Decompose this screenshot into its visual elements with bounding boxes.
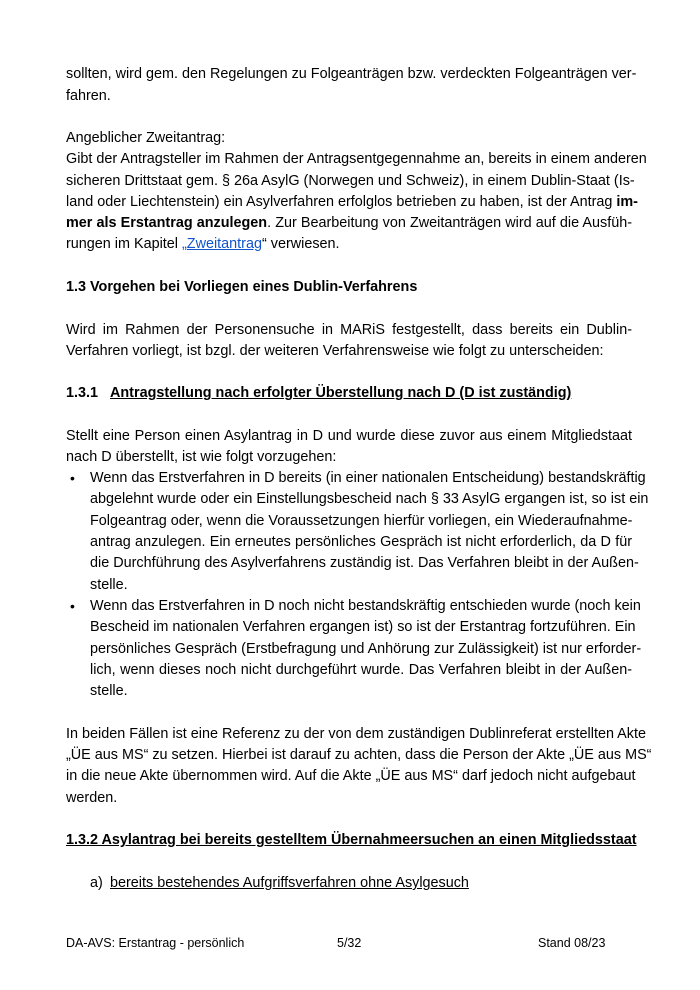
footer-right: Stand 08/23 [538, 936, 606, 950]
closing-line-1: In beiden Fällen ist eine Referenz zu der von dem zuständigen Dublinreferat erstellten Akte [66, 726, 646, 742]
intro-line-1: sollten, wird gem. den Regelungen zu Folgeanträgen bzw. verdeckten Folgeanträgen ver- [66, 66, 637, 82]
bullet-2-line-2: Bescheid im nationalen Verfahren ergangen ist) so ist der Erstantrag fortzuführen. Ein [90, 619, 636, 635]
section-1-3-line-1: Wird im Rahmen der Personensuche in MARiS festgestellt, dass bereits ein Dublin- [66, 322, 632, 338]
bullet-1-line-6: stelle. [90, 577, 128, 593]
zweitantrag-line-5-text: rungen im Kapitel [66, 236, 182, 252]
footer-page-number: 5/32 [337, 936, 362, 950]
heading-1-3-2: 1.3.2 Asylantrag bei bereits gestelltem Übernahmeersuchen an einen Mitgliedsstaat [66, 832, 637, 848]
item-a-text: bereits bestehendes Aufgriffsverfahren ohne Asylgesuch [110, 875, 469, 891]
zweitantrag-line-4 [66, 214, 632, 232]
section-1-3-1-line-2: nach D überstellt, ist wie folgt vorzugehen: [66, 449, 337, 465]
heading-1-3-title: Vorgehen bei Vorliegen eines Dublin-Verfahrens [90, 279, 418, 295]
zweitantrag-link-text: Zweitantrag [186, 236, 262, 252]
bullet-2-line-4: lich, wenn dieses noch nicht durchgeführt wurde. Das Verfahren bleibt in der Außen- [90, 662, 632, 678]
bullet-2-marker: • [70, 598, 75, 614]
zweitantrag-title: Angeblicher Zweitantrag: [66, 130, 226, 146]
closing-line-3: in die neue Akte übernommen wird. Auf die Akte „ÜE aus MS“ darf jedoch nicht aufgebaut [66, 768, 636, 784]
bullet-2-line-5: stelle. [90, 683, 128, 699]
bullet-1-marker: • [70, 470, 75, 486]
intro-line-2: fahren. [66, 88, 111, 104]
zweitantrag-line-5 [66, 235, 340, 253]
bullet-2-line-3: persönliches Gespräch (Erstbefragung und Anhörung zur Zulässigkeit) ist nur erforder- [90, 641, 642, 657]
zweitantrag-link-quote: „ [182, 236, 187, 252]
zweitantrag-line-5-end: “ verwiesen. [261, 236, 340, 252]
bullet-1-line-5: die Durchführung des Asylverfahrens zuständig ist. Das Verfahren bleibt in der Außen- [90, 555, 639, 571]
zweitantrag-link[interactable] [182, 236, 262, 252]
zweitantrag-line-2: sicheren Drittstaat gem. § 26a AsylG (Norwegen und Schweiz), in einem Dublin-Staat (Is- [66, 173, 635, 189]
closing-line-2: „ÜE aus MS“ zu setzen. Hierbei ist darauf zu achten, dass die Person der Akte „ÜE aus MS“ [66, 747, 652, 763]
heading-1-3-1-number: 1.3.1 [66, 385, 99, 401]
bullet-1-line-4: antrag anzulegen. Ein erneutes persönliches Gespräch ist nicht erforderlich, da D für [90, 534, 632, 550]
bullet-1-line-2: abgelehnt wurde oder ein Einstellungsbescheid nach § 33 AsylG ergangen ist, so ist ein [90, 491, 649, 507]
zweitantrag-line-1: Gibt der Antragsteller im Rahmen der Antragsentgegennahme an, bereits in einem anderen [66, 151, 647, 167]
zweitantrag-line-4-bold: mer als Erstantrag anzulegen [66, 215, 268, 231]
bullet-1-line-1: Wenn das Erstverfahren in D bereits (in einer nationalen Entscheidung) bestandskräftig [90, 470, 646, 486]
bullet-1-line-3: Folgeantrag oder, wenn die Voraussetzungen hierfür vorliegen, ein Wiederaufnahme- [90, 513, 633, 529]
zweitantrag-line-4-text: . Zur Bearbeitung von Zweitanträgen wird auf die Ausfüh- [267, 215, 632, 231]
zweitantrag-line-3 [66, 193, 638, 211]
bullet-2-line-1: Wenn das Erstverfahren in D noch nicht bestandskräftig entschieden wurde (noch kein [90, 598, 641, 614]
heading-1-3-1-title: Antragstellung nach erfolgter Überstellung nach D (D ist zuständig) [110, 385, 572, 401]
zweitantrag-line-3-text: land oder Liechtenstein) ein Asylverfahren erfolglos betrieben zu haben, ist der Antrag [66, 194, 617, 210]
footer-left: DA-AVS: Erstantrag - persönlich [66, 936, 245, 950]
section-1-3-line-2: Verfahren vorliegt, ist bzgl. der weiteren Verfahrensweise wie folgt zu unterscheiden: [66, 343, 604, 359]
item-a-label: a) [90, 875, 103, 891]
section-1-3-1-line-1: Stellt eine Person einen Asylantrag in D und wurde diese zuvor aus einem Mitgliedstaat [66, 428, 632, 444]
closing-line-4: werden. [66, 790, 118, 806]
zweitantrag-line-3-bold: im- [616, 194, 638, 210]
heading-1-3-number: 1.3 [66, 279, 87, 295]
